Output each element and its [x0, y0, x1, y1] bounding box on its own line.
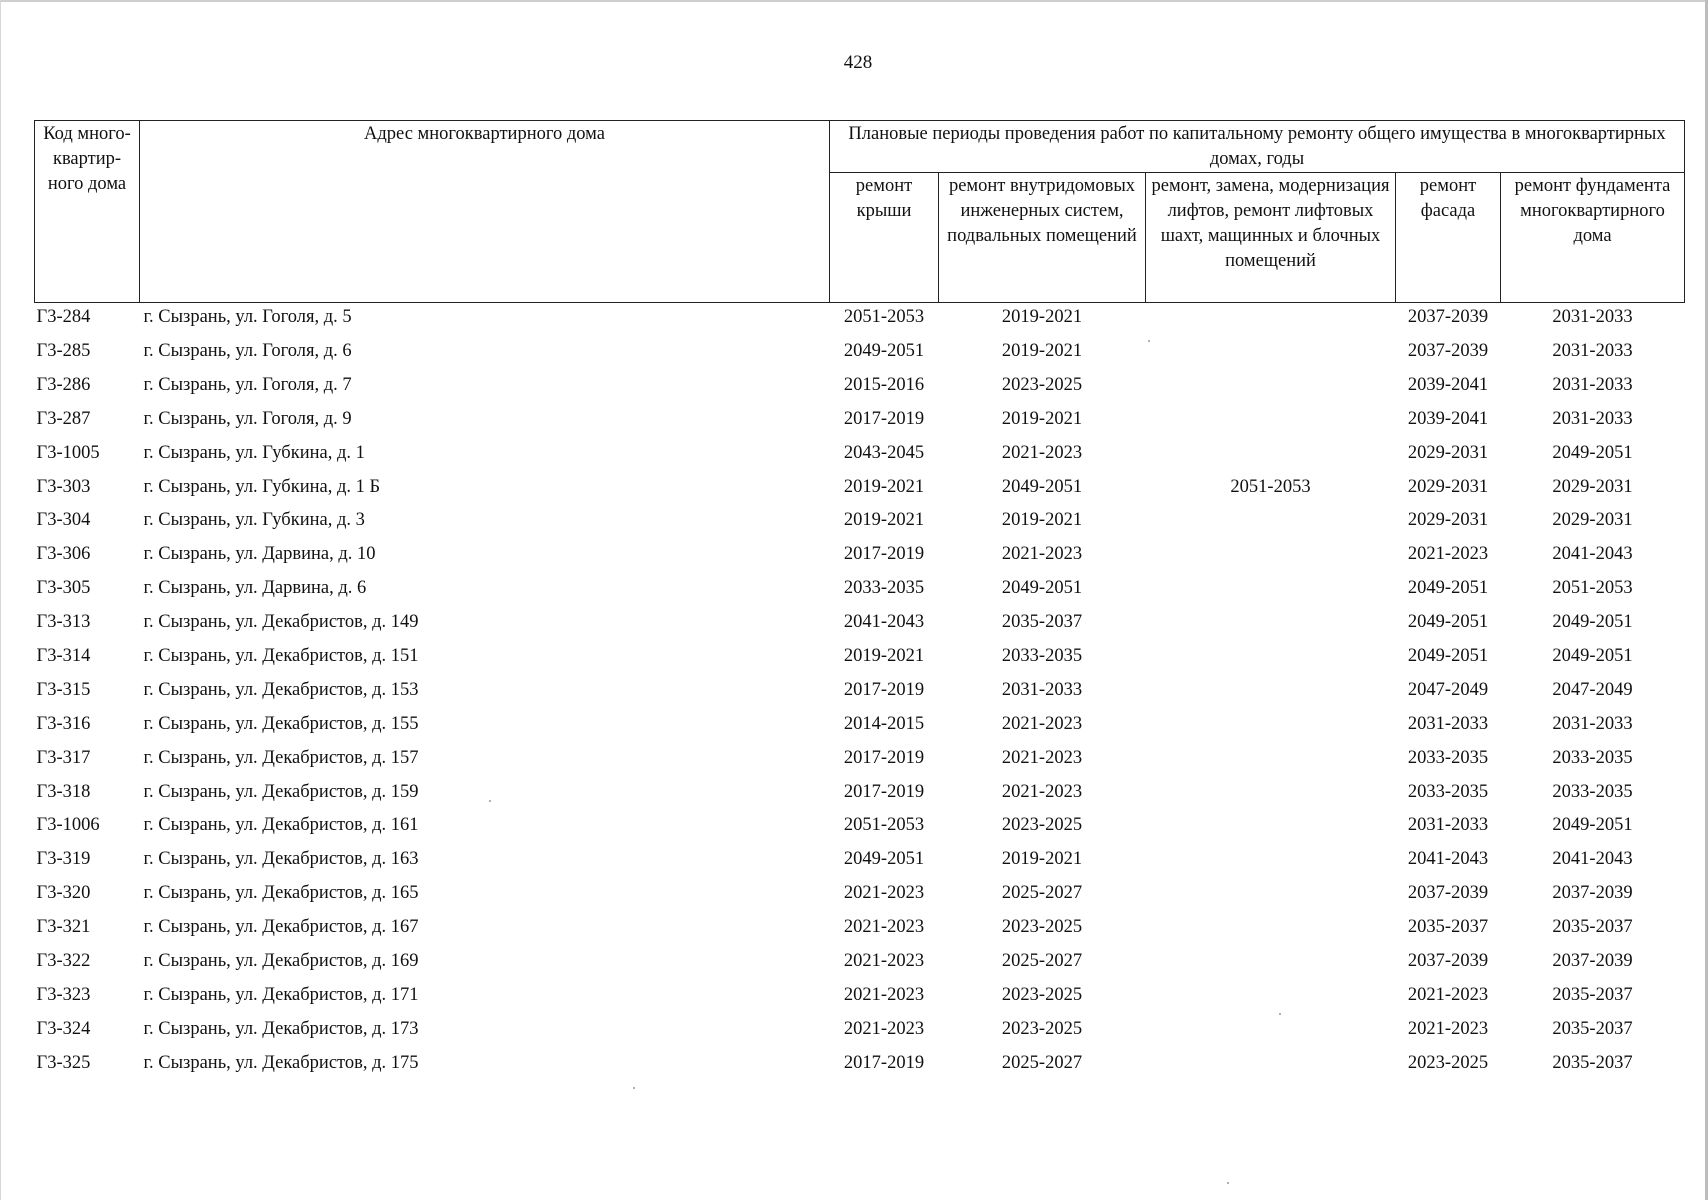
engineering-repair-cell: 2021-2023	[1001, 747, 1083, 768]
lift-repair-cell	[1146, 808, 1396, 842]
address-cell: г. Сызрань, ул. Декабристов, д. 159	[143, 781, 419, 802]
facade-repair-cell: 2035-2037	[1407, 917, 1489, 938]
building-code-cell: Г3-318	[36, 781, 91, 802]
table-row	[35, 537, 1685, 571]
header-building-code: Код много-квартир-ного дома	[35, 121, 140, 303]
header-lift-repair: ремонт, замена, модернизация лифтов, ремонт лифтовых шахт, мащинных и блочных помещений	[1146, 173, 1396, 303]
engineering-repair-cell: 2033-2035	[1001, 645, 1083, 666]
foundation-repair-cell: 2049-2051	[1552, 815, 1633, 836]
table-row	[35, 605, 1685, 639]
facade-repair-cell: 2041-2043	[1407, 849, 1489, 870]
table-row	[35, 1046, 1685, 1080]
header-engineering-repair: ремонт внутридомовых инженерных систем, подвальных помещений	[939, 173, 1146, 303]
header-foundation-repair: ремонт фундамента многоквартирного дома	[1501, 173, 1685, 303]
engineering-repair-cell: 2023-2025	[1001, 815, 1083, 836]
engineering-repair-cell: 2023-2025	[1001, 374, 1083, 395]
facade-repair-cell: 2039-2041	[1407, 408, 1489, 429]
foundation-repair-cell: 2047-2049	[1552, 679, 1633, 700]
table-row	[35, 741, 1685, 775]
facade-repair-cell: 2037-2039	[1407, 950, 1489, 971]
roof-repair-cell: 2021-2023	[843, 883, 925, 904]
building-code-cell: Г3-286	[36, 374, 91, 395]
lift-repair-cell	[1146, 876, 1396, 910]
facade-repair-cell: 2037-2039	[1407, 883, 1489, 904]
facade-repair-cell: 2029-2031	[1407, 442, 1489, 463]
roof-repair-cell: 2017-2019	[843, 544, 925, 565]
address-cell: г. Сызрань, ул. Губкина, д. 1 Б	[143, 476, 381, 497]
table-row	[35, 910, 1685, 944]
lift-repair-cell	[1146, 639, 1396, 673]
facade-repair-cell: 2021-2023	[1407, 984, 1489, 1005]
foundation-repair-cell: 2031-2033	[1552, 307, 1633, 327]
engineering-repair-cell: 2019-2021	[1001, 408, 1083, 429]
building-code-cell: Г3-323	[36, 984, 91, 1005]
foundation-repair-cell: 2041-2043	[1552, 544, 1633, 565]
facade-repair-cell: 2049-2051	[1407, 612, 1489, 633]
lift-repair-cell	[1146, 571, 1396, 605]
roof-repair-cell: 2051-2053	[843, 307, 925, 327]
roof-repair-cell: 2049-2051	[843, 340, 925, 361]
header-planned-periods: Плановые периоды проведения работ по капитальному ремонту общего имущества в многоквартирных домах, годы	[830, 121, 1685, 173]
address-cell: г. Сызрань, ул. Декабристов, д. 173	[143, 1018, 419, 1039]
lift-repair-cell	[1146, 910, 1396, 944]
building-code-cell: Г3-1005	[36, 442, 100, 463]
address-cell: г. Сызрань, ул. Губкина, д. 3	[143, 510, 365, 531]
table-row	[35, 503, 1685, 537]
facade-repair-cell: 2037-2039	[1407, 307, 1489, 327]
lift-repair-cell	[1146, 436, 1396, 470]
page-edge-top	[0, 0, 1708, 2]
building-code-cell: Г3-306	[36, 544, 91, 565]
building-code-cell: Г3-304	[36, 510, 91, 531]
address-cell: г. Сызрань, ул. Декабристов, д. 165	[143, 883, 419, 904]
engineering-repair-cell: 2023-2025	[1001, 917, 1083, 938]
roof-repair-cell: 2017-2019	[843, 781, 925, 802]
scan-speck	[1227, 1182, 1229, 1184]
foundation-repair-cell: 2035-2037	[1552, 984, 1633, 1005]
facade-repair-cell: 2031-2033	[1407, 815, 1489, 836]
capital-repair-table	[34, 120, 1685, 1080]
lift-repair-cell	[1146, 741, 1396, 775]
building-code-cell: Г3-325	[36, 1052, 91, 1073]
foundation-repair-cell: 2049-2051	[1552, 442, 1633, 463]
facade-repair-cell: 2029-2031	[1407, 476, 1489, 497]
address-cell: г. Сызрань, ул. Дарвина, д. 10	[143, 544, 376, 565]
roof-repair-cell: 2021-2023	[843, 950, 925, 971]
roof-repair-cell: 2049-2051	[843, 849, 925, 870]
address-cell: г. Сызрань, ул. Декабристов, д. 153	[143, 679, 419, 700]
lift-repair-cell	[1146, 673, 1396, 707]
roof-repair-cell: 2017-2019	[843, 747, 925, 768]
facade-repair-cell: 2021-2023	[1407, 1018, 1489, 1039]
table-row	[35, 571, 1685, 605]
roof-repair-cell: 2019-2021	[843, 510, 925, 531]
building-code-cell: Г3-287	[36, 408, 91, 429]
roof-repair-cell: 2017-2019	[843, 408, 925, 429]
facade-repair-cell: 2031-2033	[1407, 713, 1489, 734]
engineering-repair-cell: 2049-2051	[1001, 476, 1083, 497]
building-code-cell: Г3-284	[36, 307, 91, 327]
table-row	[35, 1012, 1685, 1046]
foundation-repair-cell: 2035-2037	[1552, 917, 1633, 938]
address-cell: г. Сызрань, ул. Гоголя, д. 9	[143, 408, 352, 429]
lift-repair-cell	[1146, 537, 1396, 571]
building-code-cell: Г3-314	[36, 645, 91, 666]
facade-repair-cell: 2049-2051	[1407, 578, 1489, 599]
foundation-repair-cell: 2031-2033	[1552, 713, 1633, 734]
roof-repair-cell: 2021-2023	[843, 984, 925, 1005]
building-code-cell: Г3-321	[36, 917, 91, 938]
table-header	[35, 121, 1685, 303]
table-row	[35, 470, 1685, 504]
table-row	[35, 808, 1685, 842]
address-cell: г. Сызрань, ул. Декабристов, д. 167	[143, 917, 419, 938]
foundation-repair-cell: 2031-2033	[1552, 374, 1633, 395]
building-code-cell: Г3-322	[36, 950, 91, 971]
table-row	[35, 876, 1685, 910]
foundation-repair-cell: 2031-2033	[1552, 408, 1633, 429]
foundation-repair-cell: 2035-2037	[1552, 1018, 1633, 1039]
engineering-repair-cell: 2019-2021	[1001, 340, 1083, 361]
address-cell: г. Сызрань, ул. Декабристов, д. 149	[143, 612, 419, 633]
building-code-cell: Г3-324	[36, 1018, 91, 1039]
address-cell: г. Сызрань, ул. Дарвина, д. 6	[143, 578, 367, 599]
scan-speck	[1148, 340, 1150, 342]
lift-repair-cell	[1146, 978, 1396, 1012]
roof-repair-cell: 2021-2023	[843, 1018, 925, 1039]
foundation-repair-cell: 2029-2031	[1552, 476, 1633, 497]
foundation-repair-cell: 2049-2051	[1552, 612, 1633, 633]
table-row	[35, 303, 1685, 335]
facade-repair-cell: 2021-2023	[1407, 544, 1489, 565]
building-code-cell: Г3-319	[36, 849, 91, 870]
scan-speck	[489, 800, 491, 802]
roof-repair-cell: 2017-2019	[843, 1052, 925, 1073]
roof-repair-cell: 2019-2021	[843, 476, 925, 497]
address-cell: г. Сызрань, ул. Декабристов, д. 161	[143, 815, 419, 836]
scan-speck	[633, 1087, 635, 1089]
table-row	[35, 673, 1685, 707]
address-cell: г. Сызрань, ул. Декабристов, д. 151	[143, 645, 419, 666]
lift-repair-cell	[1146, 402, 1396, 436]
roof-repair-cell: 2051-2053	[843, 815, 925, 836]
page-edge-left	[0, 0, 1, 1200]
facade-repair-cell: 2039-2041	[1407, 374, 1489, 395]
foundation-repair-cell: 2029-2031	[1552, 510, 1633, 531]
lift-repair-cell	[1146, 1012, 1396, 1046]
address-cell: г. Сызрань, ул. Декабристов, д. 171	[143, 984, 419, 1005]
engineering-repair-cell: 2023-2025	[1001, 1018, 1083, 1039]
facade-repair-cell: 2033-2035	[1407, 781, 1489, 802]
engineering-repair-cell: 2021-2023	[1001, 781, 1083, 802]
roof-repair-cell: 2015-2016	[843, 374, 925, 395]
building-code-cell: Г3-303	[36, 476, 91, 497]
facade-repair-cell: 2023-2025	[1407, 1052, 1489, 1073]
address-cell: г. Сызрань, ул. Гоголя, д. 6	[143, 340, 352, 361]
engineering-repair-cell: 2035-2037	[1001, 612, 1083, 633]
engineering-repair-cell: 2049-2051	[1001, 578, 1083, 599]
building-code-cell: Г3-285	[36, 340, 91, 361]
lift-repair-cell	[1146, 707, 1396, 741]
building-code-cell: Г3-320	[36, 883, 91, 904]
building-code-cell: Г3-313	[36, 612, 91, 633]
address-cell: г. Сызрань, ул. Гоголя, д. 5	[143, 307, 352, 327]
engineering-repair-cell: 2019-2021	[1001, 849, 1083, 870]
table-body	[35, 303, 1685, 1080]
building-code-cell: Г3-317	[36, 747, 91, 768]
header-address: Адрес многоквартирного дома	[140, 121, 830, 303]
roof-repair-cell: 2017-2019	[843, 679, 925, 700]
facade-repair-cell: 2029-2031	[1407, 510, 1489, 531]
lift-repair-cell	[1146, 368, 1396, 402]
lift-repair-cell	[1146, 303, 1396, 335]
roof-repair-cell: 2041-2043	[843, 612, 925, 633]
lift-repair-cell	[1146, 503, 1396, 537]
building-code-cell: Г3-316	[36, 713, 91, 734]
address-cell: г. Сызрань, ул. Декабристов, д. 163	[143, 849, 419, 870]
engineering-repair-cell: 2031-2033	[1001, 679, 1083, 700]
table-row	[35, 978, 1685, 1012]
foundation-repair-cell: 2033-2035	[1552, 747, 1633, 768]
roof-repair-cell: 2021-2023	[843, 917, 925, 938]
foundation-repair-cell: 2037-2039	[1552, 883, 1633, 904]
facade-repair-cell: 2049-2051	[1407, 645, 1489, 666]
table-row	[35, 334, 1685, 368]
building-code-cell: Г3-305	[36, 578, 91, 599]
foundation-repair-cell: 2041-2043	[1552, 849, 1633, 870]
table-row	[35, 368, 1685, 402]
roof-repair-cell: 2019-2021	[843, 645, 925, 666]
building-code-cell: Г3-1006	[36, 815, 100, 836]
roof-repair-cell: 2033-2035	[843, 578, 925, 599]
address-cell: г. Сызрань, ул. Гоголя, д. 7	[143, 374, 352, 395]
lift-repair-cell	[1146, 1046, 1396, 1080]
lift-repair-cell	[1146, 944, 1396, 978]
facade-repair-cell: 2037-2039	[1407, 340, 1489, 361]
foundation-repair-cell: 2051-2053	[1552, 578, 1633, 599]
foundation-repair-cell: 2049-2051	[1552, 645, 1633, 666]
lift-repair-cell	[1146, 842, 1396, 876]
address-cell: г. Сызрань, ул. Губкина, д. 1	[143, 442, 365, 463]
table-row	[35, 436, 1685, 470]
scan-speck	[1279, 1013, 1281, 1015]
engineering-repair-cell: 2023-2025	[1001, 984, 1083, 1005]
address-cell: г. Сызрань, ул. Декабристов, д. 175	[143, 1052, 419, 1073]
foundation-repair-cell: 2037-2039	[1552, 950, 1633, 971]
foundation-repair-cell: 2033-2035	[1552, 781, 1633, 802]
foundation-repair-cell: 2031-2033	[1552, 340, 1633, 361]
lift-repair-cell	[1146, 605, 1396, 639]
roof-repair-cell: 2014-2015	[843, 713, 925, 734]
address-cell: г. Сызрань, ул. Декабристов, д. 157	[143, 747, 419, 768]
facade-repair-cell: 2033-2035	[1407, 747, 1489, 768]
engineering-repair-cell: 2019-2021	[1001, 510, 1083, 531]
header-facade-repair: ремонт фасада	[1396, 173, 1501, 303]
address-cell: г. Сызрань, ул. Декабристов, д. 169	[143, 950, 419, 971]
table-row	[35, 944, 1685, 978]
engineering-repair-cell: 2021-2023	[1001, 544, 1083, 565]
header-roof-repair: ремонт крыши	[830, 173, 939, 303]
table-row	[35, 639, 1685, 673]
address-cell: г. Сызрань, ул. Декабристов, д. 155	[143, 713, 419, 734]
foundation-repair-cell: 2035-2037	[1552, 1052, 1633, 1073]
facade-repair-cell: 2047-2049	[1407, 679, 1489, 700]
engineering-repair-cell: 2019-2021	[1001, 307, 1083, 327]
engineering-repair-cell: 2021-2023	[1001, 713, 1083, 734]
table-row	[35, 842, 1685, 876]
lift-repair-cell	[1146, 775, 1396, 809]
engineering-repair-cell: 2025-2027	[1001, 883, 1083, 904]
lift-repair-cell	[1146, 334, 1396, 368]
engineering-repair-cell: 2025-2027	[1001, 1052, 1083, 1073]
building-code-cell: Г3-315	[36, 679, 91, 700]
page-number: 428	[843, 52, 873, 73]
roof-repair-cell: 2043-2045	[843, 442, 925, 463]
engineering-repair-cell: 2025-2027	[1001, 950, 1083, 971]
engineering-repair-cell: 2021-2023	[1001, 442, 1083, 463]
lift-repair-cell: 2051-2053	[1230, 476, 1311, 497]
table-row	[35, 775, 1685, 809]
table-row	[35, 402, 1685, 436]
table-row	[35, 707, 1685, 741]
